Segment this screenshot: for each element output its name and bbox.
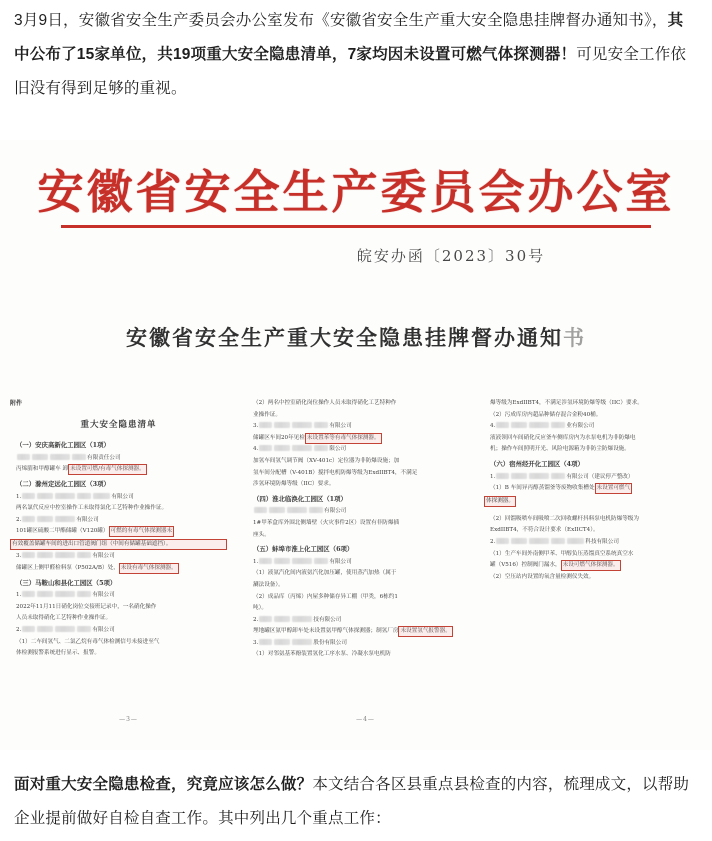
hazard-list-title: 重大安全隐患清单 xyxy=(80,419,157,430)
redacted-name xyxy=(22,493,35,499)
redacted-name xyxy=(50,454,70,460)
closing-text-bold: 面对重大安全隐患检查，究竟应该怎么做？ xyxy=(14,776,313,793)
park-section-heading: （三）马鞍山和县化工园区（5项） xyxy=(16,578,117,587)
redacted-name xyxy=(274,558,290,564)
letterhead-title: 安徽省安全生产委员会办公室 xyxy=(37,165,675,219)
park-section-heading: （五）蚌埠市淮上化工园区（6项） xyxy=(253,545,354,554)
redacted-name xyxy=(259,616,272,622)
red-highlight-box: 未设置氢气报警器。 xyxy=(398,626,452,637)
document-column-middle xyxy=(237,398,474,728)
redacted-name xyxy=(32,454,48,460)
document-column-right xyxy=(474,398,711,728)
document-text-line: 液液领回车间硝化反应釜车侧库房内为水泵电机为非防爆电 xyxy=(490,434,636,441)
hazard-line-with-highlight: 罐（V516）控制阀门漏水， 未设可燃气体探测器。 xyxy=(484,560,701,572)
company-name-line: 3. 有限公司 xyxy=(16,553,115,560)
company-name-line: 1. 有限公司 xyxy=(16,493,134,500)
redacted-name xyxy=(274,616,290,622)
red-highlight-box: 未设有毒气体探测器。 xyxy=(119,563,179,574)
redacted-name xyxy=(259,422,272,428)
document-title-cut-char: 书 xyxy=(563,325,586,350)
company-name-line: 1. 有限公司 xyxy=(16,592,115,599)
redacted-name xyxy=(496,422,509,428)
redacted-name xyxy=(292,422,312,428)
redacted-name xyxy=(22,591,35,597)
red-highlight-box: 未设置可燃气 xyxy=(595,483,633,494)
company-name-line: 4. 限公司 xyxy=(253,446,347,453)
redacted-name xyxy=(22,516,35,522)
red-highlight-box: 可燃的有毒气体探测器未 xyxy=(109,526,175,537)
redacted-name xyxy=(292,616,312,622)
redacted-name xyxy=(511,473,527,479)
hazard-line-with-highlight: 储罐区车间20年见检 未设置苯等有毒气体探测器。 xyxy=(247,433,464,445)
document-letterhead xyxy=(0,165,712,228)
redacted-name xyxy=(511,538,527,544)
redacted-name xyxy=(269,507,285,513)
document-text-line: （1）二车间氢气、二氯乙烷有毒气体检测信号未接进至气 xyxy=(16,638,160,645)
red-highlight-box: 未设可燃气体探测器。 xyxy=(561,560,621,571)
company-name-line: 2. 技有限公司 xyxy=(253,616,342,623)
red-highlight-box: 体探测器。 xyxy=(484,496,516,508)
document-text-line: 1#甲苯盒库外围北侧墙壁（火灾事件2区）设置有非防爆插 xyxy=(253,519,400,526)
redacted-name xyxy=(37,552,53,558)
redacted-name xyxy=(274,445,290,451)
park-section-heading: （六）宿州经开化工园区（4项） xyxy=(490,459,584,468)
intro-text-bold: 其中公布了15家单位，共19项重大安全隐患清单，7家均因未设置可燃气体探测器！ xyxy=(14,12,684,63)
redacted-name xyxy=(551,538,565,544)
redacted-name xyxy=(274,639,290,645)
document-body-columns xyxy=(0,398,712,728)
company-name-line: 1. 有限公司 xyxy=(253,558,352,565)
document-text-line: （2）回馏吸喷车间吸喷二次回收螺杆抖料泵电机防爆等级为 xyxy=(490,515,639,522)
redacted-name xyxy=(292,445,312,451)
document-title-text: 安徽省安全生产重大安全隐患挂牌督办通知 xyxy=(126,325,563,350)
company-name-line: 4. 业有限公司 xyxy=(490,423,595,430)
intro-text-plain-2: 可见安全工作依旧没有得到足够的重视。 xyxy=(14,46,687,97)
company-name-line: 3. 有限公司 xyxy=(253,423,352,430)
document-text-line: 2022年11月11日硝化岗位交接班记录中，一名硝化操作 xyxy=(16,603,157,610)
document-text-line: 加氢车间氢气调节阀（XV-401c）定位器为非防爆设施；加 xyxy=(253,457,400,464)
document-text-line: 业操作证。 xyxy=(253,411,281,418)
intro-text-plain-1: 3月9日，安徽省安全生产委员会办公室发布《安徽省安全生产重大安全隐患挂牌督办通知书》， xyxy=(14,12,668,29)
document-text-line: （2）污成库房内超品种储存混合金粉40桶。 xyxy=(490,411,602,418)
park-section-heading: （一）安庆高新化工园区（1项） xyxy=(16,441,110,450)
redacted-name xyxy=(77,552,91,558)
redacted-name xyxy=(259,639,272,645)
redacted-name xyxy=(314,445,328,451)
company-name-line: 有限责任公司 xyxy=(10,453,227,465)
letterhead-rule xyxy=(61,225,651,228)
document-text-line: 体检测报警系统进行显示、报警。 xyxy=(16,650,100,657)
red-highlight-box: 未设置可燃/有毒气体探测器。 xyxy=(68,464,147,475)
page-number-mark: —3— xyxy=(119,716,138,724)
redacted-name xyxy=(55,552,75,558)
document-text-line: （2）成品库（丙烯）内屋多种储存异工棚（甲类，6栋约1 xyxy=(253,593,398,600)
redacted-name xyxy=(37,516,53,522)
document-text-line: （2）两名中控室硝化岗位操作人员未取得硝化工艺特种作 xyxy=(253,400,397,406)
company-name-line: 1. 有限公司（建议停产整改） xyxy=(490,473,634,480)
hazard-line-with-highlight: （1）B 车间异丙醇蒸馏釜等废物收集槽处 未设置可燃气 xyxy=(484,483,701,495)
redacted-name xyxy=(309,507,323,513)
document-text-line: 爆等级为ExdIIBT4，不满足涉氢环境防爆等级（IIC）要求。 xyxy=(490,400,643,406)
redacted-name xyxy=(254,507,267,513)
document-text-line: 涉氢环境防爆等级（IIC）要求。 xyxy=(253,481,335,488)
redacted-name xyxy=(287,507,307,513)
redacted-name xyxy=(72,454,86,460)
redacted-name xyxy=(314,558,328,564)
redacted-name xyxy=(259,445,272,451)
company-name-line: 2. 有限公司 xyxy=(16,627,115,633)
redacted-name xyxy=(55,626,75,632)
document-text-line: （1）液氨汽化间内液氨汽化加压罐，使用蒸汽加热（属于 xyxy=(253,570,397,577)
attachment-label: 附件 xyxy=(10,400,23,407)
redacted-name xyxy=(37,626,53,632)
document-text-line: 涮法设备）。 xyxy=(253,581,284,588)
redacted-name xyxy=(511,422,527,428)
redacted-name xyxy=(529,473,549,479)
document-text-line: 人员未取得硝化工艺特种作业操作证。 xyxy=(16,615,112,622)
redacted-name xyxy=(55,493,75,499)
red-highlight-box: 有效覆盖储罐车间的进出口管道阀门组（中间有储罐基础遮挡）。 xyxy=(10,539,227,551)
redacted-name xyxy=(55,516,75,522)
document-text-line: （1）对邻氨基苯酚装置氢化工序水泵、冷凝水泵电机防 xyxy=(253,651,391,658)
redacted-name xyxy=(292,558,312,564)
redacted-name xyxy=(567,538,584,544)
document-text-line: 座头。 xyxy=(253,531,270,538)
document-title xyxy=(0,322,712,352)
closing-paragraph xyxy=(0,768,712,836)
redacted-name xyxy=(93,493,110,499)
hazard-line-with-highlight: 101罐区硫酸二甲酯储罐（V120罐） 可燃的有毒气体探测器未 xyxy=(10,526,227,538)
document-text-line: 氢车间分配槽（V-401B）搅拌电机防爆等级为ExdIIBT4，不满足 xyxy=(253,469,418,476)
redacted-name xyxy=(314,422,328,428)
document-text-line: （1）生产车间外南侧甲苯、甲醇负压蒸馏真空系统真空水 xyxy=(490,550,634,557)
redacted-name xyxy=(77,591,91,597)
redacted-name xyxy=(551,473,565,479)
closing-text-plain: 本文结合各区县重点县检查的内容，梳理成文，以帮助企业提前做好自检自查工作。其中列出几个重点工作： xyxy=(14,776,690,827)
document-number: 皖安办函〔2023〕30号 xyxy=(356,247,546,265)
redacted-name xyxy=(529,422,549,428)
company-name-line: 2. 科技有限公司 xyxy=(490,539,619,546)
redacted-name xyxy=(259,558,272,564)
page-number-mark: —4— xyxy=(356,716,375,724)
red-highlight-box: 未设置苯等有毒气体探测器。 xyxy=(305,433,382,444)
redacted-name xyxy=(55,591,75,597)
hazard-line-with-highlight: 储罐区上侧甲醛检料泵（P502A/B）处， 未设有毒气体探测器。 xyxy=(10,563,227,575)
redacted-name xyxy=(17,454,30,460)
redacted-name xyxy=(22,626,35,632)
redacted-name xyxy=(77,626,91,632)
hazard-line-with-highlight: 丙烯腈和甲醇罐车 卸 未设置可燃/有毒气体探测器。 xyxy=(10,464,227,476)
document-text-line: （2）空压站内设置的氧含量检测仪失效。 xyxy=(490,573,595,580)
park-section-heading: （二）滁州定远化工园区（3项） xyxy=(16,479,110,488)
document-text-line: ExdIIBT4，不符合设计要求（ExIICT4）。 xyxy=(490,527,599,534)
redacted-name xyxy=(496,538,509,544)
company-name-line: 有限公司 xyxy=(247,506,464,518)
redacted-name xyxy=(77,493,91,499)
redacted-name xyxy=(292,639,312,645)
intro-paragraph xyxy=(0,4,712,106)
redacted-name xyxy=(274,422,290,428)
company-name-line: 3. 股份有限公司 xyxy=(253,639,347,646)
document-text-line: 两名氯代反应中控室操作工未取得氯化工艺特种作业操作证。 xyxy=(16,505,168,512)
hazard-line-with-highlight: 埋地罐区氨甲醇卸车处未设置氨甲醇气体探测器；制氢厂房 未设置氢气报警器。 xyxy=(247,626,464,638)
redacted-name xyxy=(551,422,565,428)
document-text-line: 机；操作车间照明开光、风险电源箱为非防尘防爆设施。 xyxy=(490,446,630,453)
scanned-document-image[interactable] xyxy=(0,140,712,750)
document-text-line: 吨）。 xyxy=(253,605,267,612)
redacted-name xyxy=(37,591,53,597)
redacted-name xyxy=(529,538,549,544)
company-name-line: 2. 有限公司 xyxy=(16,516,99,523)
redacted-name xyxy=(37,493,53,499)
park-section-heading: （四）淮北临涣化工园区（1项） xyxy=(253,494,347,503)
document-column-left xyxy=(0,398,237,728)
redacted-name xyxy=(22,552,35,558)
redacted-name xyxy=(496,473,509,479)
